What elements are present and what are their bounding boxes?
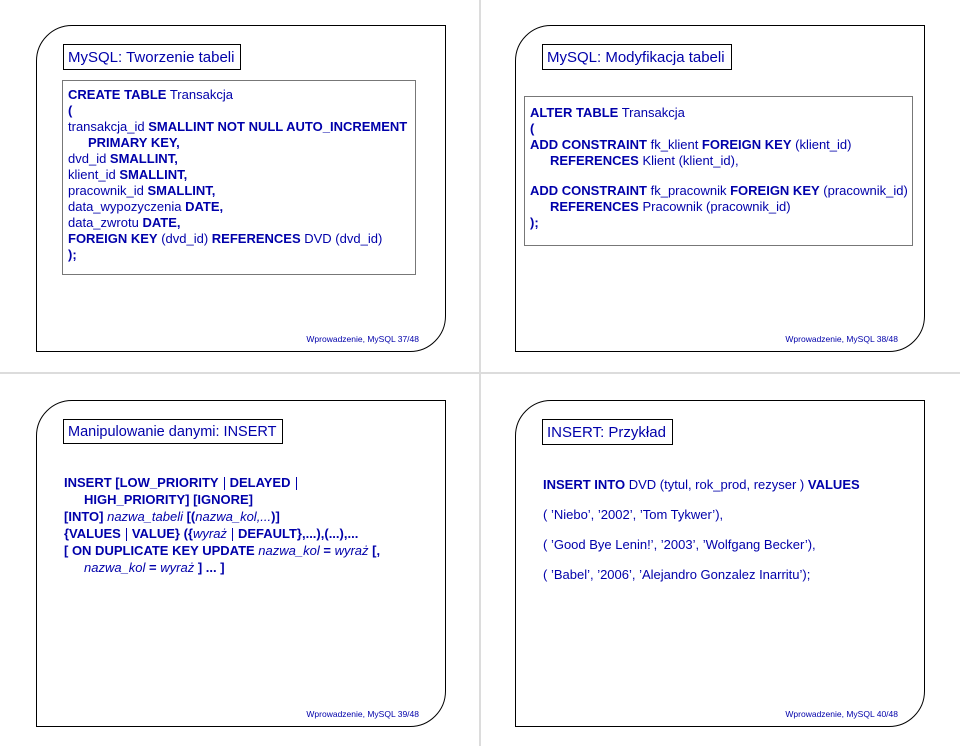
insert-syntax [64,475,380,577]
syntax-line: INSERT [LOW_PRIORITY DELAYED [64,475,380,491]
code-line: pracownik_id SMALLINT, [68,183,216,198]
code-line: dvd_id SMALLINT, [68,151,178,166]
code-line: data_zwrotu DATE, [68,215,181,230]
code-line: ADD CONSTRAINT fk_klient FOREIGN KEY (klient_id) [530,137,852,152]
code-line: FOREIGN KEY (dvd_id) REFERENCES DVD (dvd_id) [68,231,383,246]
code-line: ( [530,121,535,136]
example-row: ( ’Babel’, ’2006’, ’Alejandro Gonzalez Inarritu’); [543,567,811,582]
code-line: ); [68,247,77,262]
code-line: transakcja_id SMALLINT NOT NULL AUTO_INCREMENT [68,119,408,134]
slide-title: MySQL: Tworzenie tabeli [63,44,241,70]
code-line: klient_id SMALLINT, [68,167,188,182]
code-line: ALTER TABLE Transakcja [530,105,685,120]
syntax-line: {VALUES VALUE} ({wyraż DEFAULT},...),(...),... [64,526,359,541]
slide-title: MySQL: Modyfikacja tabeli [542,44,732,70]
insert-example [543,477,860,584]
code-line: ADD CONSTRAINT fk_pracownik FOREIGN KEY (pracownik_id) [530,183,908,198]
syntax-line: [ ON DUPLICATE KEY UPDATE nazwa_kol = wyraż [, [64,543,381,558]
slide-title: INSERT: Przykład [542,419,673,445]
syntax-line: HIGH_PRIORITY] [IGNORE] [84,492,254,507]
slide-footer: Wprowadzenie, MySQL 40/48 [785,709,898,719]
example-row: ( ’Good Bye Lenin!’, ’2003’, ’Wolfgang Becker’), [543,537,816,552]
slide-footer: Wprowadzenie, MySQL 39/48 [306,709,419,719]
code-line: ); [530,215,539,230]
code-line: data_wypozyczenia DATE, [68,199,224,214]
code-line: REFERENCES Pracownik (pracownik_id) [550,199,791,214]
slide-footer: Wprowadzenie, MySQL 37/48 [306,334,419,344]
slide-insert-syntax [36,400,446,727]
slide-alter-table [515,25,925,352]
slide-create-table [36,25,446,352]
example-row: ( ’Niebo’, ’2002’, ’Tom Tykwer’), [543,507,724,522]
code-line: REFERENCES Klient (klient_id), [550,153,739,168]
sql-code-block [524,96,913,246]
code-line: ( [68,103,73,118]
slide-insert-example [515,400,925,727]
example-line: INSERT INTO DVD (tytul, rok_prod, rezyser ) VALUES [543,477,860,492]
code-line: CREATE TABLE Transakcja [68,87,233,102]
code-line: PRIMARY KEY, [88,135,180,150]
slide-title: Manipulowanie danymi: INSERT [63,419,283,444]
syntax-line: [INTO] nazwa_tabeli [(nazwa_kol,...)] [64,509,280,524]
slide-footer: Wprowadzenie, MySQL 38/48 [785,334,898,344]
page-divider-horizontal [0,372,960,374]
sql-code-block [62,80,416,275]
syntax-line: nazwa_kol = wyraż ] ... ] [84,560,225,575]
